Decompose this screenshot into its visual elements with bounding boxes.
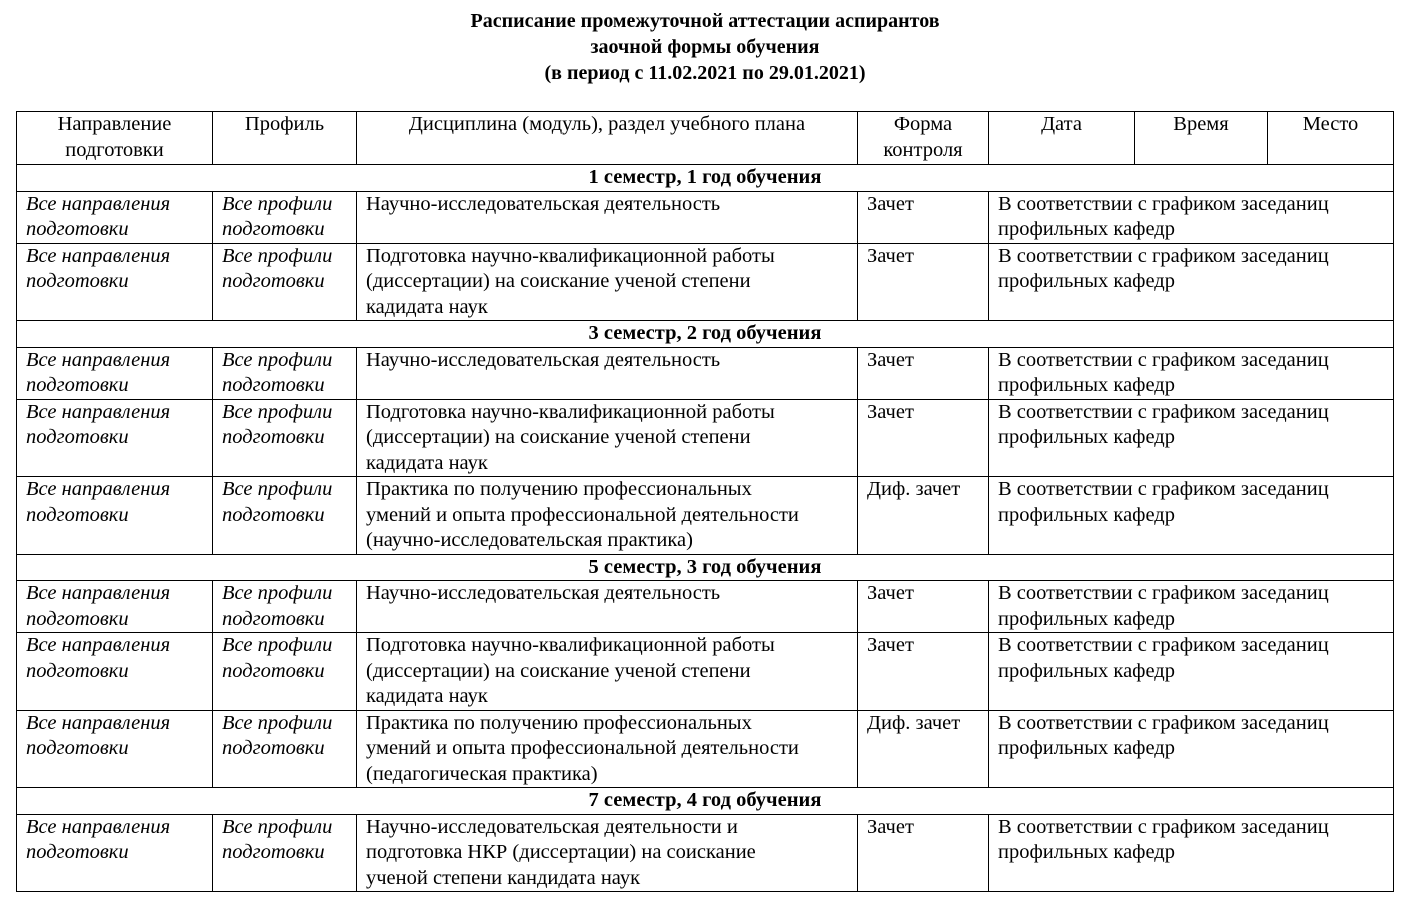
column-header-control: Форма контроля <box>858 112 989 165</box>
profile-cell-line: Все профили <box>222 634 333 656</box>
discipline-cell-line: умений и опыта профессиональной деятельности <box>366 503 799 526</box>
table-row <box>17 633 1394 711</box>
title-line-1: Расписание промежуточной аттестации аспирантов <box>470 10 940 32</box>
direction-cell-line: подготовки <box>26 426 129 448</box>
discipline-cell-line: (диссертации) на соискание ученой степени <box>366 270 751 292</box>
table-row <box>17 581 1394 633</box>
profile-cell <box>213 347 357 399</box>
column-header-date: Дата <box>989 112 1135 165</box>
direction-cell-line: Все направления <box>26 815 171 838</box>
profile-cell-line: Все профили <box>222 192 333 215</box>
schedule-cell-line: В соответствии с графиком заседаниц <box>998 711 1329 734</box>
direction-cell-line: Все направления <box>26 192 171 215</box>
schedule-cell-line: профильных кафедр <box>998 659 1175 682</box>
direction-cell-line: Все направления <box>26 582 171 604</box>
column-header-time: Время <box>1135 112 1268 165</box>
direction-cell-line: подготовки <box>26 607 129 630</box>
direction-cell-line: Все направления <box>26 348 171 371</box>
schedule-cell-line: В соответствии с графиком заседаниц <box>998 348 1329 371</box>
discipline-cell <box>357 710 858 788</box>
schedule-cell-line: профильных кафедр <box>998 270 1175 292</box>
schedule-cell <box>989 581 1394 633</box>
profile-cell-line: Все профили <box>222 244 333 267</box>
discipline-cell-line: кадидата наук <box>366 451 488 474</box>
profile-cell <box>213 191 357 243</box>
discipline-cell <box>357 633 858 711</box>
control-cell: Зачет <box>858 243 989 321</box>
profile-cell-line: подготовки <box>222 270 325 292</box>
semester-heading: 7 семестр, 4 год обучения <box>17 788 1394 815</box>
profile-cell <box>213 581 357 633</box>
schedule-cell <box>989 814 1394 892</box>
discipline-cell-line: Подготовка научно-квалификационной работы <box>366 400 775 423</box>
profile-cell <box>213 814 357 892</box>
semester-heading: 5 семестр, 3 год обучения <box>17 554 1394 581</box>
direction-cell-line: Все направления <box>26 400 171 423</box>
schedule-cell-line: профильных кафедр <box>998 503 1175 526</box>
discipline-cell-line: ученой степени кандидата наук <box>366 866 641 889</box>
direction-cell-line: подготовки <box>26 659 129 682</box>
direction-cell-line: подготовки <box>26 503 129 526</box>
schedule-cell-line: профильных кафедр <box>998 426 1175 448</box>
schedule-cell-line: В соответствии с графиком заседаниц <box>998 400 1329 423</box>
discipline-cell <box>357 581 858 633</box>
direction-cell <box>17 477 213 555</box>
discipline-cell-line: Практика по получению профессиональных <box>366 711 752 734</box>
schedule-cell-line: В соответствии с графиком заседаниц <box>998 192 1329 215</box>
discipline-cell-line: умений и опыта профессиональной деятельности <box>366 737 799 759</box>
semester-heading: 1 семестр, 1 год обучения <box>17 165 1394 192</box>
control-cell: Диф. зачет <box>858 477 989 555</box>
discipline-cell-line: Подготовка научно-квалификационной работы <box>366 244 775 267</box>
discipline-cell <box>357 191 858 243</box>
schedule-cell-line: В соответствии с графиком заседаниц <box>998 478 1329 500</box>
profile-cell-line: подготовки <box>222 426 325 448</box>
control-cell: Зачет <box>858 191 989 243</box>
discipline-cell-line: Научно-исследовательская деятельность <box>366 192 721 215</box>
direction-cell <box>17 710 213 788</box>
column-header-profile: Профиль <box>213 112 357 165</box>
control-cell: Зачет <box>858 581 989 633</box>
schedule-cell-line: профильных кафедр <box>998 374 1175 396</box>
discipline-cell <box>357 814 858 892</box>
discipline-cell-line: Практика по получению профессиональных <box>366 478 752 500</box>
discipline-cell-line: (диссертации) на соискание ученой степени <box>366 426 751 448</box>
profile-cell-line: Все профили <box>222 348 333 371</box>
schedule-cell-line: В соответствии с графиком заседаниц <box>998 815 1329 838</box>
discipline-cell-line: (научно-исследовательская практика) <box>366 529 693 551</box>
direction-cell <box>17 191 213 243</box>
direction-cell-line: Все направления <box>26 711 171 734</box>
direction-cell-line: подготовки <box>26 374 129 396</box>
discipline-cell-line: (диссертации) на соискание ученой степени <box>366 659 751 682</box>
schedule-cell-line: В соответствии с графиком заседаниц <box>998 244 1329 267</box>
direction-cell-line: подготовки <box>26 270 129 292</box>
profile-cell <box>213 710 357 788</box>
schedule-cell-line: профильных кафедр <box>998 737 1175 759</box>
header-row <box>17 112 1394 165</box>
semester-row <box>17 554 1394 581</box>
table-row <box>17 191 1394 243</box>
schedule-cell <box>989 191 1394 243</box>
discipline-cell <box>357 347 858 399</box>
schedule-table <box>16 111 1394 892</box>
profile-cell-line: подготовки <box>222 737 325 759</box>
control-cell: Зачет <box>858 633 989 711</box>
direction-cell-line: подготовки <box>26 841 129 863</box>
profile-cell <box>213 243 357 321</box>
schedule-body <box>17 165 1394 892</box>
schedule-cell <box>989 347 1394 399</box>
table-row <box>17 710 1394 788</box>
discipline-cell-line: кадидата наук <box>366 685 488 707</box>
direction-cell <box>17 399 213 477</box>
schedule-cell <box>989 710 1394 788</box>
profile-cell-line: подготовки <box>222 841 325 863</box>
schedule-cell <box>989 633 1394 711</box>
discipline-cell-line: кадидата наук <box>366 295 488 318</box>
direction-cell <box>17 814 213 892</box>
table-row <box>17 399 1394 477</box>
schedule-cell-line: В соответствии с графиком заседаниц <box>998 582 1329 604</box>
semester-row <box>17 788 1394 815</box>
control-cell: Зачет <box>858 814 989 892</box>
control-cell: Диф. зачет <box>858 710 989 788</box>
profile-cell-line: Все профили <box>222 711 333 734</box>
direction-cell <box>17 633 213 711</box>
direction-cell-line: подготовки <box>26 218 129 240</box>
schedule-cell-line: профильных кафедр <box>998 841 1175 863</box>
control-cell: Зачет <box>858 399 989 477</box>
semester-heading: 3 семестр, 2 год обучения <box>17 321 1394 348</box>
discipline-cell <box>357 243 858 321</box>
column-header-direction: Направление подготовки <box>17 112 213 165</box>
table-row <box>17 347 1394 399</box>
profile-cell-line: подготовки <box>222 374 325 396</box>
column-header-discipline: Дисциплина (модуль), раздел учебного плана <box>357 112 858 165</box>
direction-cell-line: Все направления <box>26 478 171 500</box>
discipline-cell-line: Подготовка научно-квалификационной работы <box>366 634 775 656</box>
profile-cell-line: подготовки <box>222 607 325 630</box>
schedule-cell <box>989 477 1394 555</box>
profile-cell-line: Все профили <box>222 400 333 423</box>
title-line-2: заочной формы обучения <box>590 36 820 58</box>
profile-cell <box>213 477 357 555</box>
column-header-place: Место <box>1268 112 1394 165</box>
profile-cell-line: Все профили <box>222 815 333 838</box>
direction-cell-line: Все направления <box>26 244 171 267</box>
direction-cell <box>17 347 213 399</box>
schedule-cell-line: профильных кафедр <box>998 218 1175 240</box>
title-line-3: (в период с 11.02.2021 по 29.01.2021) <box>544 62 866 84</box>
semester-row <box>17 321 1394 348</box>
profile-cell <box>213 633 357 711</box>
profile-cell-line: Все профили <box>222 582 333 604</box>
schedule-cell <box>989 399 1394 477</box>
schedule-cell-line: профильных кафедр <box>998 607 1175 630</box>
profile-cell-line: Все профили <box>222 478 333 500</box>
document-title <box>0 8 1410 86</box>
discipline-cell-line: (педагогическая практика) <box>366 762 598 785</box>
discipline-cell-line: Научно-исследовательская деятельность <box>366 582 721 604</box>
discipline-cell <box>357 477 858 555</box>
table-row <box>17 477 1394 555</box>
discipline-cell-line: Научно-исследовательская деятельности и <box>366 815 738 838</box>
table-row <box>17 243 1394 321</box>
control-cell: Зачет <box>858 347 989 399</box>
discipline-cell <box>357 399 858 477</box>
schedule-cell <box>989 243 1394 321</box>
table-row <box>17 814 1394 892</box>
discipline-cell-line: Научно-исследовательская деятельность <box>366 348 721 371</box>
profile-cell <box>213 399 357 477</box>
direction-cell-line: Все направления <box>26 634 171 656</box>
schedule-cell-line: В соответствии с графиком заседаниц <box>998 634 1329 656</box>
semester-row <box>17 165 1394 192</box>
profile-cell-line: подготовки <box>222 503 325 526</box>
direction-cell <box>17 243 213 321</box>
direction-cell <box>17 581 213 633</box>
direction-cell-line: подготовки <box>26 737 129 759</box>
discipline-cell-line: подготовка НКР (диссертации) на соискание <box>366 841 756 863</box>
profile-cell-line: подготовки <box>222 218 325 240</box>
profile-cell-line: подготовки <box>222 659 325 682</box>
